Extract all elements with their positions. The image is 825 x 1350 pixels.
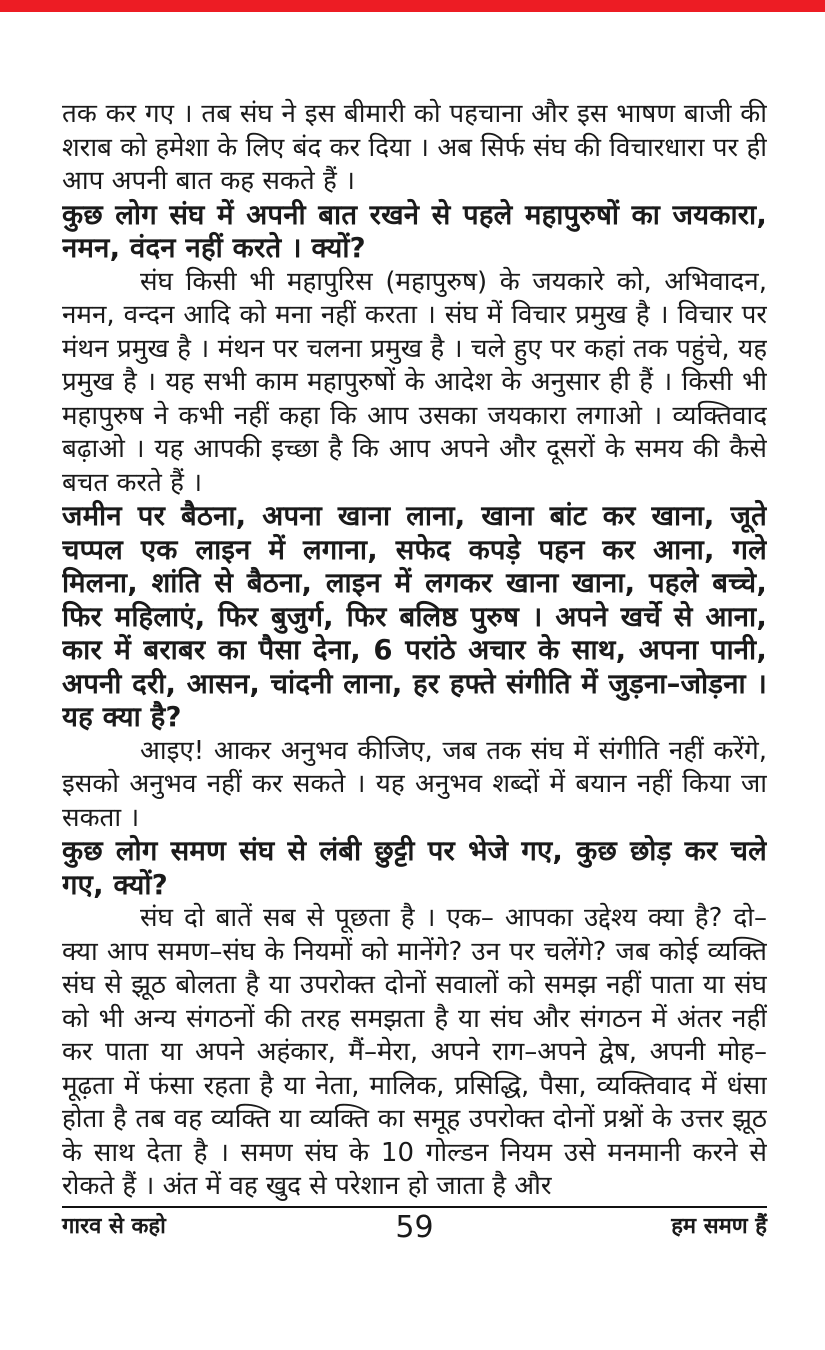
body-paragraph-continuation: तक कर गए । तब संघ ने इस बीमारी को पहचाना और इस भाषण बाजी की शराब को हमेशा के लिए बंद कर दिया । अब सिर्फ संघ की विचारधारा पर ही आप अपनी बात कह सकते हैं ।	[62, 99, 767, 196]
page-number: 59	[395, 1210, 434, 1245]
footer-rule	[62, 1206, 767, 1208]
question-heading-jaykara: कुछ लोग संघ में अपनी बात रखने से पहले महापुरुषों का जयकारा, नमन, वंदन नहीं करते । क्यों?	[62, 198, 767, 264]
body-paragraph-do-baatein: संघ दो बातें सब से पूछता है । एक– आपका उद्देश्य क्या है? दो– क्या आप समण–संघ के नियमों को मानेंगे? उन पर चलेंगे? जब कोई व्यक्ति संघ से झूठ बोलता है या उपरोक्त दोनों सवालों को समझ नहीं पाता या संघ को भी अन्य संगठनों की तरह समझता है या संघ और संगठन में अंतर नहीं कर पाता या अपने अहंकार, मैं–मेरा, अपने राग–अपने द्वेष, अपनी मोह–मूढ़ता में फंसा रहता है या नेता, मालिक, प्रसिद्धि, पैसा, व्यक्तिवाद में धंसा होता है तब वह व्यक्ति या व्यक्ति का समूह उपरोक्त दोनों प्रश्नों के उत्तर झूठ के साथ देता है । समण संघ के 10 गोल्डन नियम उसे मनमानी करने से रोकते हैं । अंत में वह खुद से परेशान हो जाता है और	[62, 903, 767, 1201]
statement-heading-practices: जमीन पर बैठना, अपना खाना लाना, खाना बांट कर खाना, जूते चप्पल एक लाइन में लगाना, सफेद कपड़े पहन कर आना, गले मिलना, शांति से बैठना, लाइन में लगकर खाना खाना, पहले बच्चे, फिर महिलाएं, फिर बुजुर्ग, फिर बलिष्ठ पुरुष । अपने खर्चे से आना, कार में बराबर का पैसा देना, 6 परांठे अचार के साथ, अपना पानी, अपनी दरी, आसन, चांदनी लाना, हर हफ्ते संगीति में जुड़ना–जोड़ना । यह क्या है?	[62, 500, 767, 733]
top-red-bar	[0, 0, 825, 12]
footer-right-title: हम समण हैं	[671, 1214, 767, 1239]
body-paragraph-sangh-vichar: संघ किसी भी महापुरिस (महापुरुष) के जयकारे को, अभिवादन, नमन, वन्दन आदि को मना नहीं करता । संघ में विचार प्रमुख है । विचार पर मंथन प्रमुख है । मंथन पर चलना प्रमुख है । चले हुए पर कहां तक पहुंचे, यह प्रमुख है । यह सभी काम महापुरुषों के आदेश के अनुसार ही हैं । किसी भी महापुरुष ने कभी नहीं कहा कि आप उसका जयकारा लगाओ । व्यक्तिवाद बढ़ाओ । यह आपकी इच्छा है कि आप अपने और दूसरों के समय की कैसे बचत करते हैं ।	[62, 266, 767, 498]
body-paragraph-anubhav: आइए! आकर अनुभव कीजिए, जब तक संघ में संगीति नहीं करेंगे, इसको अनुभव नहीं कर सकते । यह अनुभव शब्दों में बयान नहीं किया जा सकता ।	[62, 735, 767, 833]
footer-left-title: गारव से कहो	[62, 1214, 166, 1239]
question-heading-chhutti: कुछ लोग समण संघ से लंबी छुट्टी पर भेजे गए, कुछ छोड़ कर चले गए, क्यों?	[62, 835, 767, 901]
page-content	[62, 98, 767, 1210]
page-footer	[62, 1206, 767, 1246]
